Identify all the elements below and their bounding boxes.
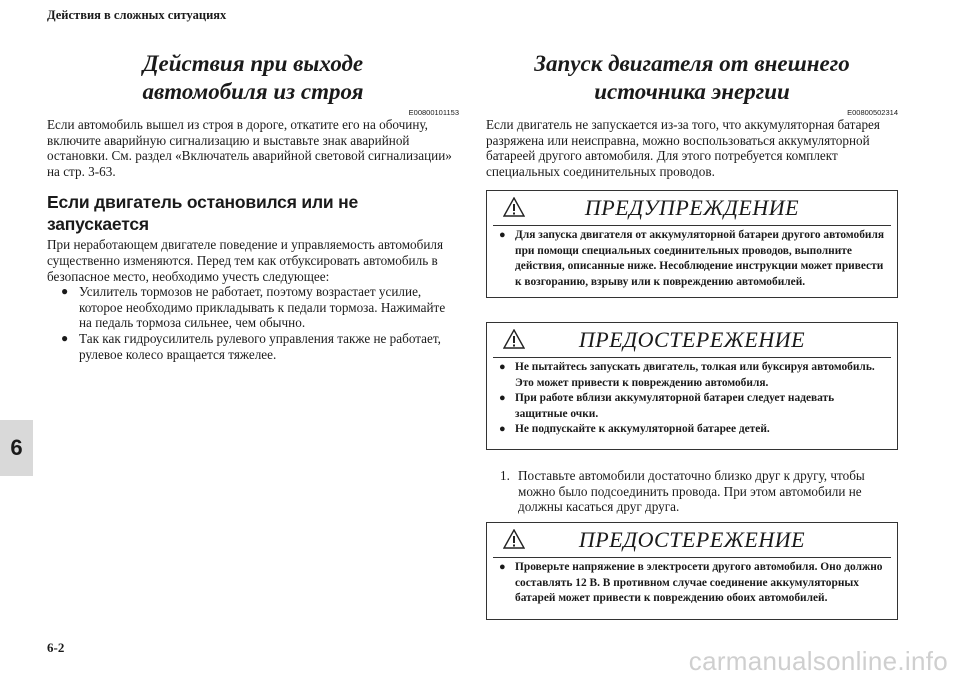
bullet-icon: ● [499,229,506,241]
list-item-text: Не пытайтесь запускать двигатель, толкая или буксируя автомобиль. Это может привести к повреждению автомобиля. [515,361,875,389]
section-code: E00800101153 [408,108,459,117]
chapter-tab: 6 [0,420,33,476]
warning-box-header [493,191,891,226]
section-title-jump-start [486,50,898,106]
running-header: Действия в сложных ситуациях [47,8,227,22]
caution-title: ПРЕДОСТЕРЕЖЕНИЕ [578,327,806,352]
bullet-icon: ● [61,284,69,299]
list-item [497,360,887,391]
list-item-text: Так как гидроусилитель рулевого управления также не работает, рулевое колесо вращается тяжелее. [79,330,441,362]
list-item-text: Проверьте напряжение в электросети другого автомобиля. Оно должно составлять 12 В. В противном случае соединение аккумуляторных батарей может привести к повреждению обоих автомобилей. [515,561,883,605]
list-item-text: При работе вблизи аккумуляторной батареи следует надевать защитные очки. [515,392,835,420]
left-column [47,50,459,362]
bullet-icon: ● [499,361,506,373]
list-item-text: Не подпускайте к аккумуляторной батарее детей. [515,423,770,436]
warning-triangle-icon [503,197,525,217]
warning-box [486,190,898,298]
warning-triangle-icon [503,529,525,549]
list-item [61,331,459,362]
bullet-icon: ● [499,561,506,573]
title-line: источника энергии [594,79,790,104]
bullet-icon: ● [499,423,506,436]
list-item [61,284,459,331]
warning-title: ПРЕДУПРЕЖДЕНИЕ [584,195,800,220]
section-code: E00800502314 [847,108,898,117]
caution-box [486,522,898,620]
title-line: автомобиля из строя [142,79,364,104]
step-text: Поставьте автомобили достаточно близко друг к другу, чтобы можно было подсоединить провода. При этом автомобили не должны касаться друг друга. [518,468,865,515]
list-item-text: Для запуска двигателя от аккумуляторной батареи другого автомобиля при помощи специальных соединительных проводов, выполните действия, описанные ниже. Несоблюдение инструкции может привести к возгоранию, взрыву или к повреждению автомобилей. [515,229,885,288]
caution-box [486,322,898,450]
numbered-step [500,468,898,515]
intro-paragraph: Если двигатель не запускается из-за того, что аккумуляторная батарея разряжена или неисправна, можно воспользоваться аккумуляторной батареей другого автомобиля. Для этого потребуется комплект специальных соединительных проводов. [486,117,880,179]
sub-intro-paragraph: При неработающем двигателе поведение и управляемость автомобиля существенно изменяются. Перед тем как отбуксировать автомобиль в безопасное место, необходимо учесть следующее: [47,237,444,284]
list-item [497,391,887,422]
bullet-icon: ● [61,330,69,345]
step-number: 1. [500,468,510,483]
list-item [497,422,887,438]
subheading-engine-stopped: Если двигатель остановился или не запускается [47,192,358,235]
list-item [497,228,887,290]
section-title-breakdown [47,50,459,106]
list-item [497,560,887,607]
watermark: carmanualsonline.info [688,646,948,676]
right-column [486,50,898,179]
title-line: Действия при выходе [142,51,364,76]
intro-paragraph: Если автомобиль вышел из строя в дороге, откатите его на обочину, включите аварийную сигнализацию и выставьте знак аварийной остановки. См. раздел «Включатель аварийной световой сигнализации» на стр. 3-63. [47,117,452,179]
caution-title: ПРЕДОСТЕРЕЖЕНИЕ [578,527,806,552]
warning-triangle-icon [503,329,525,349]
caution-box-header [493,323,891,358]
title-line: Запуск двигателя от внешнего [534,51,850,76]
caution-box-header [493,523,891,558]
list-item-text: Усилитель тормозов не работает, поэтому возрастает усилие, которое необходимо прикладывать к педали тормоза. Нажимайте на педаль тормоза сильнее, чем обычно. [79,284,446,331]
bullet-icon: ● [499,392,506,405]
page-number: 6-2 [47,640,65,655]
